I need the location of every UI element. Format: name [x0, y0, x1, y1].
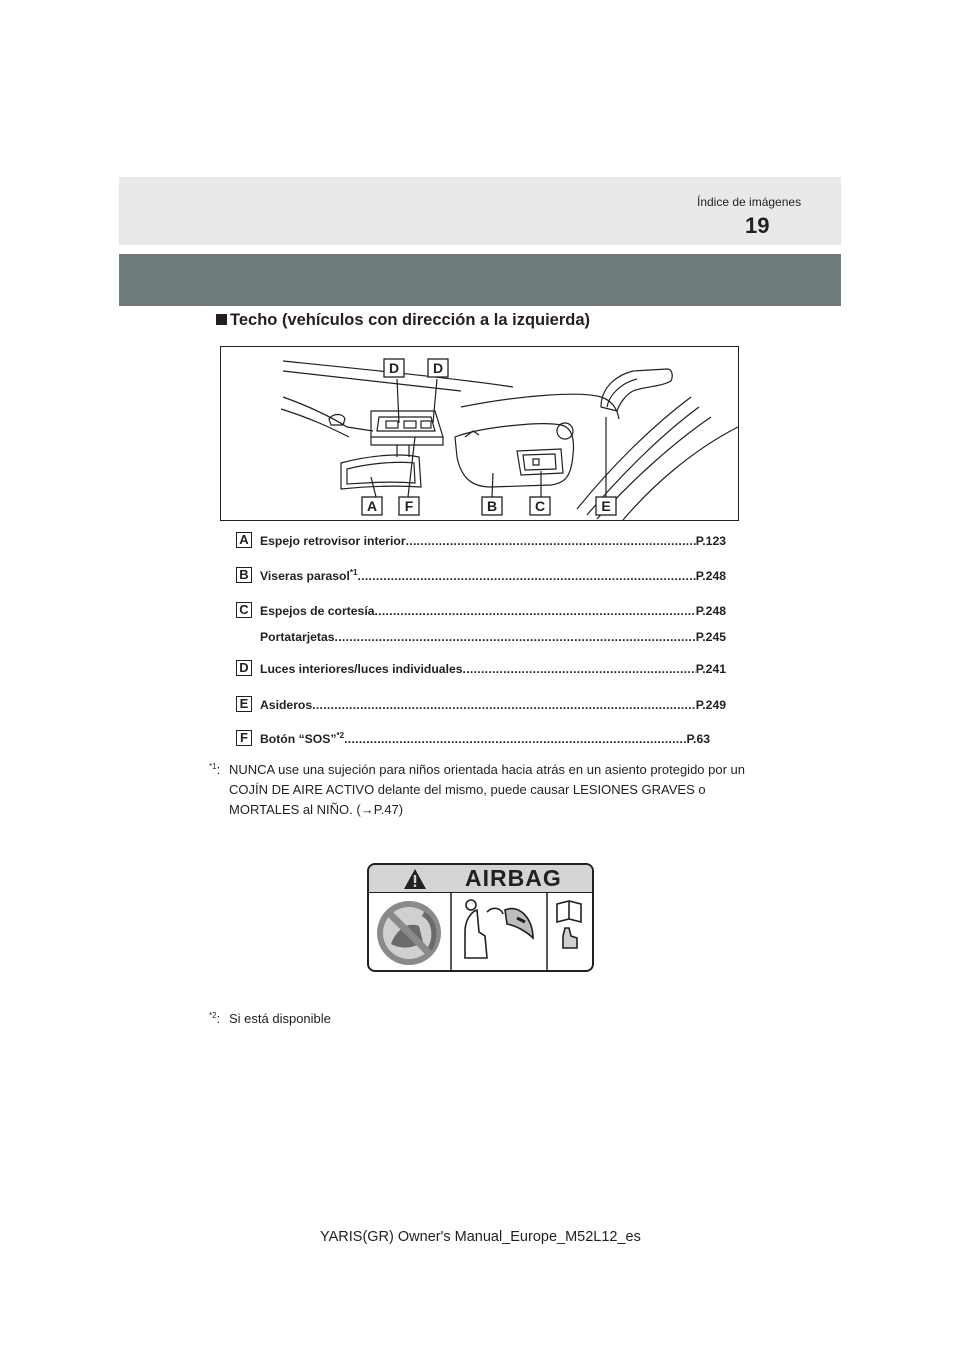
section-label: Índice de imágenes: [697, 195, 802, 209]
footnote-mark: $^{*1}$:: [209, 762, 221, 777]
legend-label: Botón “SOS”$^{*2}$: [260, 731, 345, 746]
legend-badge: C: [236, 602, 252, 618]
page-reference[interactable]: P.248: [695, 569, 726, 583]
callout-b: B: [486, 498, 498, 514]
leader-dots: [374, 604, 695, 618]
section-title-text: Techo (vehículos con dirección a la izquierda): [230, 311, 591, 329]
roof-illustration-drawing: [221, 347, 738, 520]
legend-label: Espejo retrovisor interior: [260, 534, 406, 548]
legend-badge: F: [236, 730, 252, 746]
footnote-1: [209, 760, 754, 822]
callout-e: E: [601, 498, 611, 514]
airbag-warning-label: [367, 863, 594, 972]
callout-d1: D: [388, 360, 400, 376]
legend-item: [236, 730, 726, 748]
legend-item: [236, 567, 726, 585]
legend-label: Viseras parasol$^{*1}$: [260, 568, 358, 583]
legend-item: [236, 660, 726, 678]
page-reference[interactable]: P.63: [686, 732, 710, 746]
page-footer: YARIS(GR) Owner's Manual_Europe_M52L12_es: [320, 1229, 641, 1245]
leader-dots: [312, 698, 696, 712]
warning-triangle-icon: [403, 868, 427, 890]
footnote-mark: *2: [336, 731, 345, 740]
square-bullet-icon: [216, 314, 227, 325]
footnote-text: Si está disponible: [229, 1011, 331, 1026]
header-title-band: [119, 254, 841, 306]
page-reference[interactable]: P.249: [695, 698, 726, 712]
roof-illustration: [220, 346, 739, 521]
leader-dots: [344, 732, 686, 746]
footnote-text: NUNCA use una sujeción para niños orientada hacia atrás en un asiento protegido por un COJÍN DE AIRE ACTIVO delante del mismo, puede causar LESIONES GRAVES o MORTALES al NIÑO. (→P.47): [229, 762, 746, 817]
legend-badge: E: [236, 696, 252, 712]
header-band: [119, 177, 841, 245]
footnote-mark: *1: [349, 568, 358, 577]
legend-badge: D: [236, 660, 252, 676]
legend-label: Asideros: [260, 698, 313, 712]
legend-item: [236, 602, 726, 620]
legend-badge: B: [236, 567, 252, 583]
leader-dots: [335, 630, 696, 644]
legend-label: Espejos de cortesía: [260, 604, 375, 618]
read-manual-icon: [557, 901, 581, 948]
page-reference[interactable]: P.245: [695, 630, 726, 644]
footnote-mark: $^{*2}$:: [209, 1011, 221, 1026]
leader-dots: [357, 569, 695, 583]
legend-item: [236, 696, 726, 714]
seat-airbag-icon: [465, 900, 533, 958]
page-reference[interactable]: P.248: [695, 604, 726, 618]
airbag-word: AIRBAG: [465, 865, 562, 891]
legend-item: [236, 628, 726, 646]
callout-f: F: [404, 498, 414, 514]
no-rear-facing-child-seat-icon: [377, 901, 441, 965]
page-reference[interactable]: P.123: [695, 534, 726, 548]
page-number: 19: [745, 213, 770, 238]
legend-label: Luces interiores/luces individuales: [260, 662, 463, 676]
leader-dots: [406, 534, 696, 548]
footnote-2: [209, 1009, 509, 1031]
airbag-pictograms: [367, 892, 594, 972]
leader-dots: [463, 662, 696, 676]
legend-badge: A: [236, 532, 252, 548]
section-title: [216, 311, 590, 330]
callout-a: A: [366, 498, 378, 514]
callout-c: C: [534, 498, 546, 514]
legend-label: Portatarjetas: [260, 630, 335, 644]
legend-item: [236, 532, 726, 550]
page-reference[interactable]: P.241: [695, 662, 726, 676]
callout-d2: D: [432, 360, 444, 376]
